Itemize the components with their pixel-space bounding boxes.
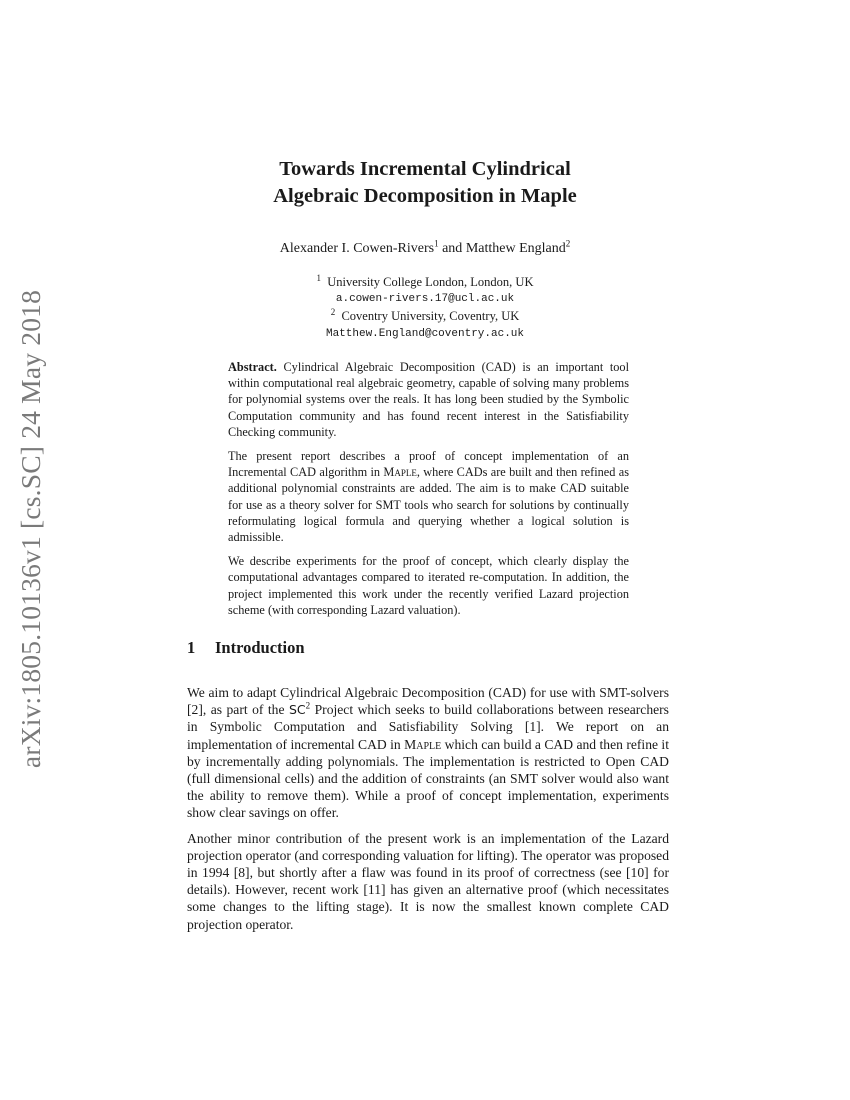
email-1: a.cowen-rivers.17@ucl.ac.uk — [335, 293, 515, 306]
author-2-affil-mark: 2 — [565, 238, 571, 249]
abstract-p1-text: Cylindrical Algebraic Decomposition (CAD) is an important tool within computational real algebraic geometry, capable of solving many problems for polynomial systems over the reals. It has long been studied by the Symbolic Computation community and has found recent interest in the Satisfiability Checking community. — [228, 360, 629, 439]
section-heading — [187, 638, 305, 658]
author-2: Matthew England — [465, 241, 566, 256]
arxiv-sidebar — [14, 288, 48, 770]
section-number: 1 — [187, 638, 196, 657]
abstract-paragraph-2 — [228, 448, 629, 545]
author-conjunction: and — [438, 241, 466, 256]
author-1: Alexander I. Cowen-Rivers — [279, 241, 435, 256]
maple-name: Maple — [383, 465, 417, 480]
affiliation-2-mark: 2 — [330, 307, 336, 318]
body-paragraph-1 — [187, 684, 669, 822]
abstract — [228, 359, 629, 626]
abstract-label: Abstract. — [228, 360, 277, 374]
abstract-p2-text-b: , where CADs are built and then refined as additional polynomial constraints are added. The aim is to make CAD suitable for use as a theory solver for SMT tools who search for solutions by continually reformulating logical formula and querying whether a logical solution is admissible. — [228, 465, 629, 545]
abstract-paragraph-3: We describe experiments for the proof of concept, which clearly display the computational advantages compared to iterated re-computation. In addition, the project implemented this work under the recently verified Lazard projection scheme (with corresponding Lazard valuation). — [228, 554, 629, 617]
body-p1-text-b: Project which seeks to build collaborations between researchers in Symbolic Computation and Satisfiability Solving [1]. We report on an implementation of incremental CAD in — [187, 702, 669, 752]
section-title: Introduction — [215, 638, 305, 657]
maple-name: Maple — [404, 736, 442, 752]
title-line-1: Towards Incremental Cylindrical — [279, 158, 571, 180]
body-paragraph-2: Another minor contribution of the present work is an implementation of the Lazard projection operator (and corresponding valuation for lifting). The operator was proposed in 1994 [8], but shortly after a flaw was found in its proof of correctness (see [10] for details). However, recent work [11] has given an alternative proof (which necessitates some changes to the lifting stage). It is now the smallest known complete CAD projection operator. — [187, 830, 669, 932]
affiliation-2-text: Coventry University, Coventry, UK — [341, 309, 520, 324]
title-line-2: Algebraic Decomposition in Maple — [273, 185, 577, 207]
sc2-superscript: 2 — [305, 700, 311, 711]
author-list — [0, 238, 850, 257]
introduction-body — [187, 684, 669, 941]
paper-title — [0, 156, 850, 210]
affiliation-1 — [0, 274, 850, 291]
body-p1-text-c: which can build a CAD and then refine it by incrementally adding polynomials. The implementation is restricted to Open CAD (full dimensional cells) and the addition of constraints (an SMT solver would also want the ability to remove them). While a proof of concept implementation, experiments show clear savings on offer. — [187, 736, 669, 821]
body-p1-text-a: We aim to adapt Cylindrical Algebraic Decomposition (CAD) for use with SMT-solvers [2], as part of the — [187, 685, 669, 718]
abstract-p2-text-a: The present report describes a proof of concept implementation of an Incremental CAD algorithm in — [228, 449, 629, 480]
sc2-project-name: SC — [288, 702, 306, 718]
affiliation-1-text: University College London, London, UK — [327, 275, 534, 289]
affiliations — [0, 274, 850, 343]
arxiv-identifier: arXiv:1805.10136v1 [cs.SC] 24 May 2018 — [15, 289, 46, 769]
affiliation-1-mark: 1 — [316, 272, 321, 283]
affiliation-2 — [0, 308, 850, 325]
author-1-affil-mark: 1 — [434, 238, 439, 249]
email-2: Matthew.England@coventry.ac.uk — [325, 327, 525, 340]
abstract-paragraph-1 — [228, 359, 629, 440]
